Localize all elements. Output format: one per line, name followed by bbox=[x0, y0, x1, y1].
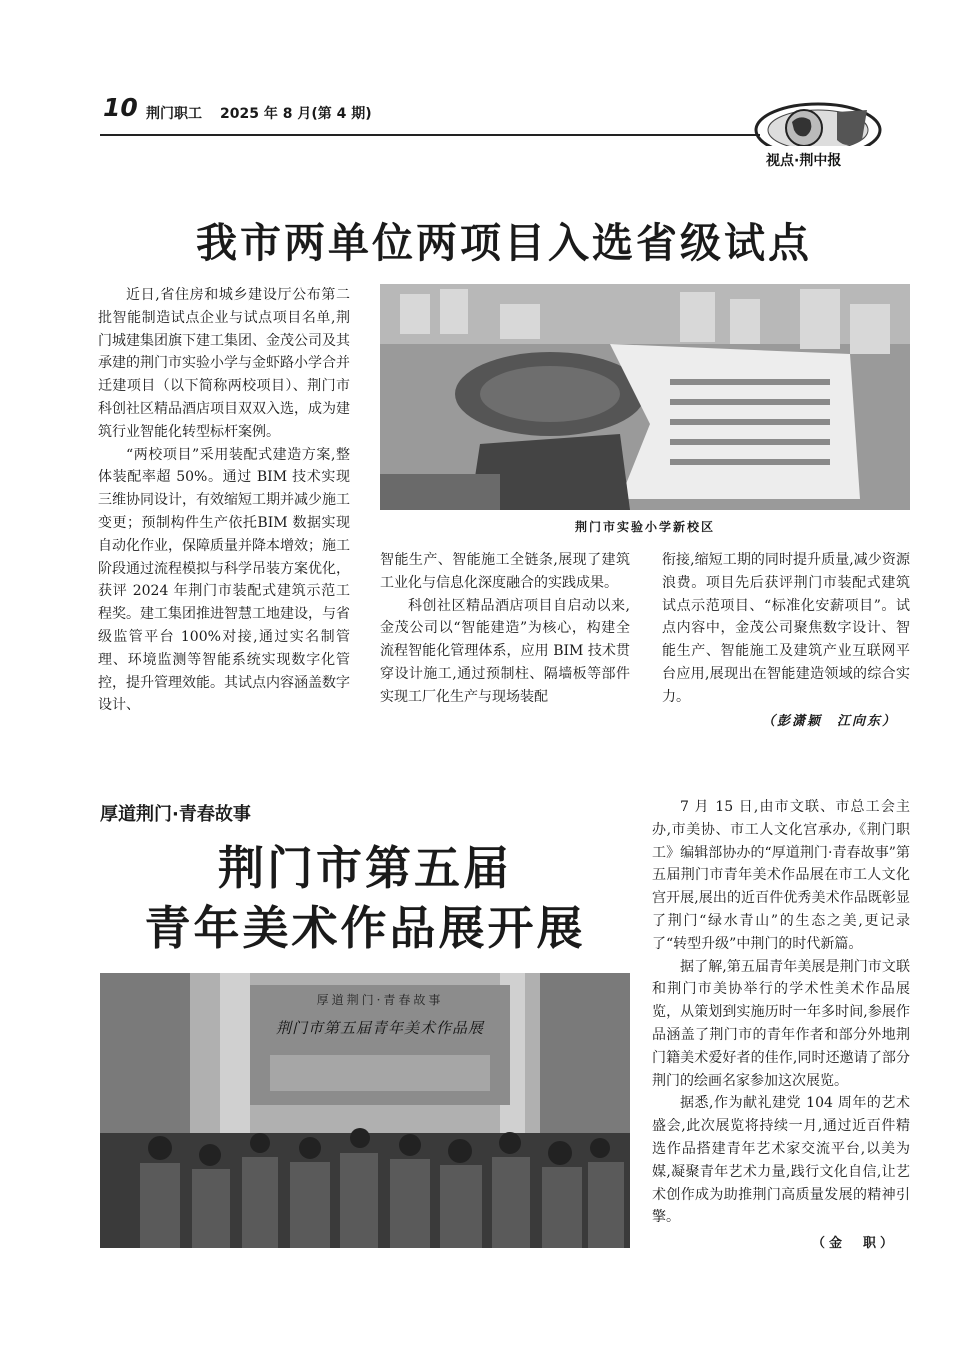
issue-date: 2025 年 8 月(第 4 期) bbox=[220, 106, 372, 122]
page-number: 10 bbox=[103, 93, 138, 122]
paragraph: 7 月 15 日,由市文联、市总工会主办,市美协、市工人文化宫承办,《荆门职工》编辑部协办的“厚道荆门·青春故事”第五届荆门市青年美术作品展在市工人文化宫开展,展出的近百件优秀美术作品既彰显了荆门“绿水青山”的生态之美,更记录了“转型升级”中荆门的时代新篇。 bbox=[652, 799, 910, 952]
article-2-byline: （金 职） bbox=[811, 1236, 897, 1251]
article-2-body bbox=[652, 796, 910, 1229]
article-2-title bbox=[100, 838, 630, 958]
paragraph: 近日,省住房和城乡建设厅公布第二批智能制造试点企业与试点项目名单,荆门城建集团旗下建工集团、金茂公司及其承建的荆门市实验小学与金虾路小学合并迁建项目（以下简称两校项目）、荆门市科创社区精品酒店项目双双入选，成为建筑行业智能化转型标杆案例。 bbox=[98, 287, 350, 440]
paragraph: 据了解,第五届青年美展是荆门市文联和荆门市美协举行的学术性美术作品展览，从策划到实施历时一年多时间,参展作品涵盖了荆门市的青年作者和部分外地荆门籍美术爱好者的佳作,同时还邀请了部分荆门的绘画名家参加这次展览。 bbox=[652, 958, 910, 1089]
publication-name: 荆门职工 bbox=[146, 106, 202, 122]
article-2-title-line-2: 青年美术作品展开展 bbox=[144, 901, 586, 955]
paragraph: 科创社区精品酒店项目自启动以来,金茂公司以“智能建造”为核心，构建全流程智能化管理体系，应用 BIM 技术贯穿设计施工,通过预制柱、隔墙板等部件实现工厂化生产与现场装配 bbox=[380, 597, 630, 705]
article-1-byline: （彭潇颖 江向东） bbox=[761, 714, 897, 729]
article-1-title: 我市两单位两项目入选省级试点 bbox=[196, 219, 812, 267]
exhibition-banner-title: 荆门市第五届青年美术作品展 bbox=[275, 1019, 484, 1037]
section-label: 厚道荆门·青春故事 bbox=[100, 804, 251, 825]
paragraph: “两校项目”采用装配式建造方案,整体装配率超 50%。通过 BIM 技术实现三维协同设计，有效缩短工期并减少施工变更；预制构件生产依托BIM 数据实现自动化作业，保障质量并降本增效；施工阶段通过流程模拟与科学吊装方案优化，获评 2024 年荆门市装配式建筑示范工程奖。建工集团推进智慧工地建设，与省级监管平台 100%对接,通过实名制管理、环境监测等智能系统实现数字化管控，提升管理效能。其试点内容涵盖数字设计、 bbox=[98, 446, 350, 714]
paragraph: 衔接,缩短工期的同时提升质量,减少资源浪费。项目先后获评荆门市装配式建筑试点示范项目、“标准化安薪项目”。试点内容中，金茂公司聚焦数字设计、智能生产、智能施工及建筑产业互联网平台应用,展现出在智能建造领域的综合实力。 bbox=[662, 552, 910, 705]
article-2-title-line-1: 荆门市第五届 bbox=[218, 841, 512, 895]
article-1-column-3 bbox=[662, 549, 910, 709]
school-campus-photo bbox=[380, 284, 910, 510]
exhibition-opening-photo bbox=[100, 973, 630, 1248]
paragraph: 据悉,作为献礼建党 104 周年的艺术盛会,此次展览将持续一月,通过近百件精选作品搭建青年艺术家交流平台,以美为媒,凝聚青年艺术力量,践行文化自信,让艺术创作成为助推荆门高质量发展的精神引擎。 bbox=[652, 1095, 910, 1226]
article-1-column-2 bbox=[380, 549, 630, 709]
article-1-column-1 bbox=[98, 284, 350, 717]
paragraph: 智能生产、智能施工全链条,展现了建筑工业化与信息化深度融合的实践成果。 bbox=[380, 552, 630, 591]
exhibition-banner-tagline: 厚道荆门·青春故事 bbox=[316, 993, 444, 1007]
photo-caption: 荆门市实验小学新校区 bbox=[574, 520, 715, 534]
logo-text: 视点·荆中报 bbox=[766, 153, 842, 169]
header-rule bbox=[100, 134, 760, 136]
